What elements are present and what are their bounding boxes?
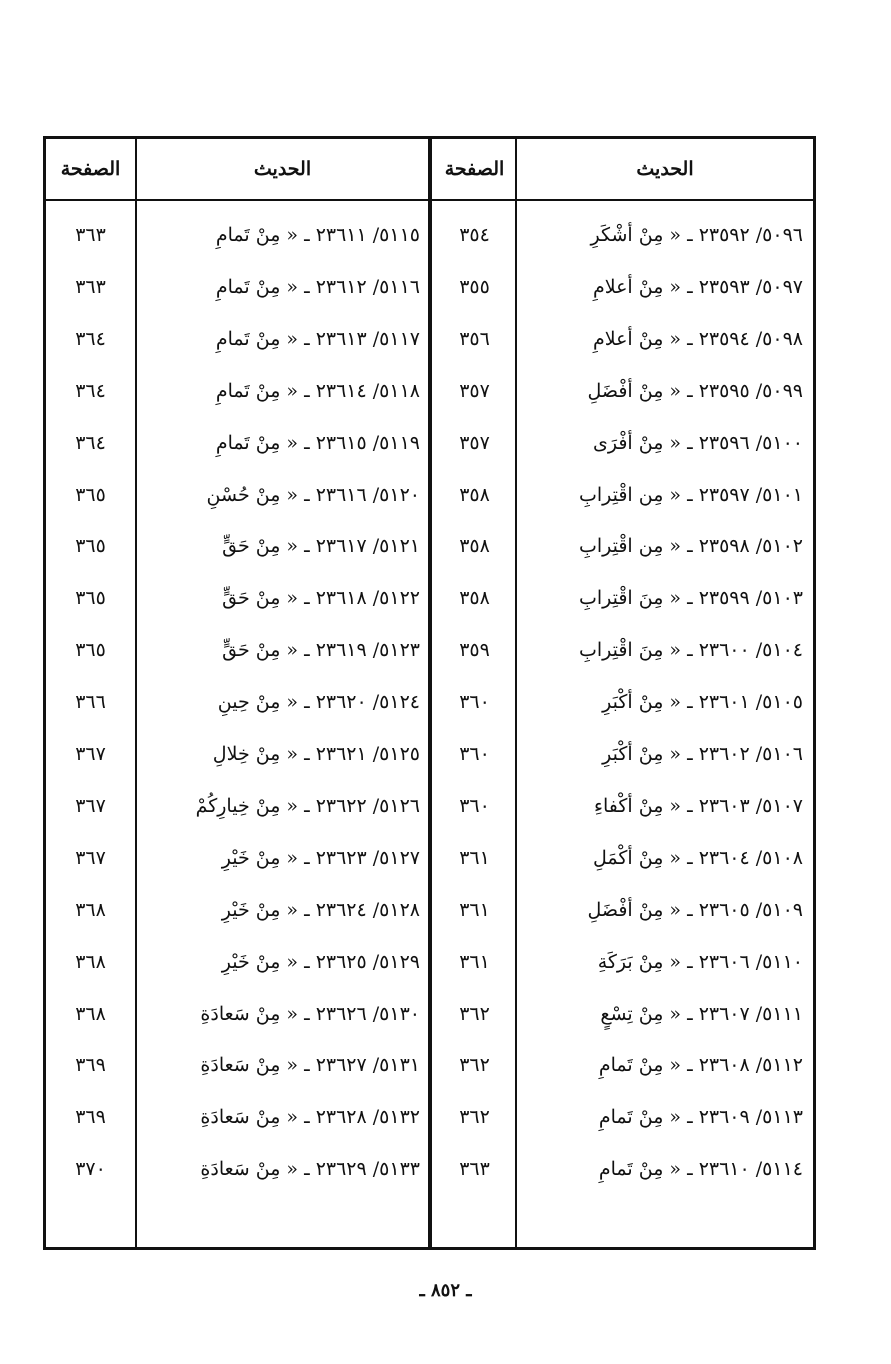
hadith-entry: ٥١٠٩/ ٢٣٦٠٥ ـ « مِنْ أفْضَلِ <box>587 898 803 921</box>
hadith-entry: ٥١١٧/ ٢٣٦١٣ ـ « مِنْ تَمامِ <box>215 327 420 350</box>
hadith-entry: ٥١٢٠/ ٢٣٦١٦ ـ « مِنْ حُسْنِ <box>206 483 420 506</box>
hadith-entry: ٥١١٥/ ٢٣٦١١ ـ « مِنْ تَمامِ <box>215 223 420 246</box>
hadith-entry: ٥٠٩٨/ ٢٣٥٩٤ ـ « مِنْ أعلامِ <box>592 327 803 350</box>
page-reference: ٣٥٤ <box>459 223 490 246</box>
hadith-entry: ٥١٠٣/ ٢٣٥٩٩ ـ « مِنَ اقْتِرابِ <box>578 586 803 609</box>
page-reference: ٣٦٠ <box>459 742 490 765</box>
header-rule <box>46 199 813 201</box>
hadith-entry: ٥١٠٧/ ٢٣٦٠٣ ـ « مِنْ أكْفاءِ <box>594 794 803 817</box>
hadith-entry: ٥٠٩٩/ ٢٣٥٩٥ ـ « مِنْ أفْضَلِ <box>587 379 803 402</box>
header-page-right: الصفحة <box>444 158 505 180</box>
hadith-entry: ٥١٢٢/ ٢٣٦١٨ ـ « مِنْ حَقٍّ <box>222 586 420 609</box>
hadith-entry: ٥١١٨/ ٢٣٦١٤ ـ « مِنْ تَمامِ <box>215 379 420 402</box>
hadith-entry: ٥١٠٠/ ٢٣٥٩٦ ـ « مِنْ أفْرَى <box>592 431 803 454</box>
page-reference: ٣٦٨ <box>75 898 106 921</box>
page-reference: ٣٥٧ <box>459 379 490 402</box>
page-reference: ٣٥٩ <box>459 638 490 661</box>
page-reference: ٣٦٧ <box>75 742 106 765</box>
hadith-entry: ٥١٢٥/ ٢٣٦٢١ ـ « مِنْ خِلالِ <box>212 742 420 765</box>
page-reference: ٣٦١ <box>459 950 490 973</box>
hadith-entry: ٥٠٩٧/ ٢٣٥٩٣ ـ « مِنْ أعلامِ <box>592 275 803 298</box>
hadith-entry: ٥١٣٢/ ٢٣٦٢٨ ـ « مِنْ سَعادَةِ <box>200 1105 420 1128</box>
hadith-entry: ٥١٠٨/ ٢٣٦٠٤ ـ « مِنْ أكْمَلِ <box>593 846 803 869</box>
hadith-entry: ٥١١٣/ ٢٣٦٠٩ ـ « مِنْ تَمامِ <box>598 1105 803 1128</box>
hadith-entry: ٥١١٤/ ٢٣٦١٠ ـ « مِنْ تَمامِ <box>598 1157 803 1180</box>
column-divider <box>515 139 517 1247</box>
header-hadith-right: الحديث <box>636 158 694 180</box>
header-hadith-left: الحديث <box>253 158 312 180</box>
page-reference: ٣٦٥ <box>75 586 106 609</box>
hadith-entry: ٥١٢٨/ ٢٣٦٢٤ ـ « مِنْ خَيْرِ <box>221 898 420 921</box>
page-reference: ٣٦٦ <box>75 690 106 713</box>
hadith-entry: ٥١٣١/ ٢٣٦٢٧ ـ « مِنْ سَعادَةِ <box>200 1053 420 1076</box>
column-divider <box>135 139 137 1247</box>
page-reference: ٣٥٦ <box>459 327 490 350</box>
hadith-entry: ٥٠٩٦/ ٢٣٥٩٢ ـ « مِنْ أشْكَرِ <box>590 223 803 246</box>
page-reference: ٣٦٢ <box>459 1002 490 1025</box>
hadith-entry: ٥١١٢/ ٢٣٦٠٨ ـ « مِنْ تَمامِ <box>598 1053 803 1076</box>
hadith-entry: ٥١٢١/ ٢٣٦١٧ ـ « مِنْ حَقٍّ <box>222 534 420 557</box>
page-reference: ٣٦٨ <box>75 950 106 973</box>
hadith-entry: ٥١١٦/ ٢٣٦١٢ ـ « مِنْ تَمامِ <box>215 275 420 298</box>
page-reference: ٣٦٥ <box>75 638 106 661</box>
page-reference: ٣٦١ <box>459 898 490 921</box>
hadith-entry: ٥١٢٩/ ٢٣٦٢٥ ـ « مِنْ خَيْرِ <box>221 950 420 973</box>
hadith-entry: ٥١٠٥/ ٢٣٦٠١ ـ « مِنْ أكْبَرِ <box>602 690 803 713</box>
page-reference: ٣٦٣ <box>75 223 106 246</box>
page-reference: ٣٦٢ <box>459 1105 490 1128</box>
page-reference: ٣٦٢ <box>459 1053 490 1076</box>
page-reference: ٣٦١ <box>459 846 490 869</box>
hadith-entry: ٥١٢٦/ ٢٣٦٢٢ ـ « مِنْ خِيارِكُمْ <box>195 794 420 817</box>
hadith-entry: ٥١٠٤/ ٢٣٦٠٠ ـ « مِنَ اقْتِرابِ <box>578 638 803 661</box>
hadith-entry: ٥١٠٦/ ٢٣٦٠٢ ـ « مِنْ أكْبَرِ <box>602 742 803 765</box>
hadith-entry: ٥١٣٠/ ٢٣٦٢٦ ـ « مِنْ سَعادَةِ <box>200 1002 420 1025</box>
hadith-entry: ٥١٢٣/ ٢٣٦١٩ ـ « مِنْ حَقٍّ <box>222 638 420 661</box>
hadith-entry: ٥١١٠/ ٢٣٦٠٦ ـ « مِنْ بَرَكَةِ <box>597 950 803 973</box>
page-reference: ٣٦٤ <box>75 379 106 402</box>
hadith-entry: ٥١٢٤/ ٢٣٦٢٠ ـ « مِنْ حِينِ <box>217 690 420 713</box>
page-reference: ٣٦٠ <box>459 794 490 817</box>
page-reference: ٣٦٥ <box>75 534 106 557</box>
page-reference: ٣٦٤ <box>75 327 106 350</box>
page-reference: ٣٦٧ <box>75 794 106 817</box>
page-reference: ٣٦٤ <box>75 431 106 454</box>
page-reference: ٣٦٥ <box>75 483 106 506</box>
page-reference: ٣٥٨ <box>459 534 490 557</box>
page-reference: ٣٦٨ <box>75 1002 106 1025</box>
page-reference: ٣٦٩ <box>75 1053 106 1076</box>
page-reference: ٣٥٧ <box>459 431 490 454</box>
hadith-entry: ٥١٢٧/ ٢٣٦٢٣ ـ « مِنْ خَيْرِ <box>221 846 420 869</box>
page-reference: ٣٦٧ <box>75 846 106 869</box>
page-reference: ٣٦٣ <box>75 275 106 298</box>
page-reference: ٣٥٥ <box>459 275 490 298</box>
hadith-index-table <box>43 136 816 1250</box>
page-number: ـ ٨٥٢ ـ <box>419 1280 472 1301</box>
page-reference: ٣٦٩ <box>75 1105 106 1128</box>
page-reference: ٣٥٨ <box>459 483 490 506</box>
page-reference: ٣٥٨ <box>459 586 490 609</box>
hadith-entry: ٥١٠١/ ٢٣٥٩٧ ـ « مِن اقْتِرابِ <box>578 483 803 506</box>
hadith-entry: ٥١١٩/ ٢٣٦١٥ ـ « مِنْ تَمامِ <box>215 431 420 454</box>
center-divider <box>428 139 432 1247</box>
header-page-left: الصفحة <box>60 158 121 180</box>
hadith-entry: ٥١٠٢/ ٢٣٥٩٨ ـ « مِن اقْتِرابِ <box>578 534 803 557</box>
hadith-entry: ٥١٣٣/ ٢٣٦٢٩ ـ « مِنْ سَعادَةِ <box>200 1157 420 1180</box>
hadith-entry: ٥١١١/ ٢٣٦٠٧ ـ « مِنْ تِسْعٍ <box>600 1002 803 1025</box>
page-reference: ٣٦٠ <box>459 690 490 713</box>
page-reference: ٣٧٠ <box>75 1157 106 1180</box>
page-reference: ٣٦٣ <box>459 1157 490 1180</box>
